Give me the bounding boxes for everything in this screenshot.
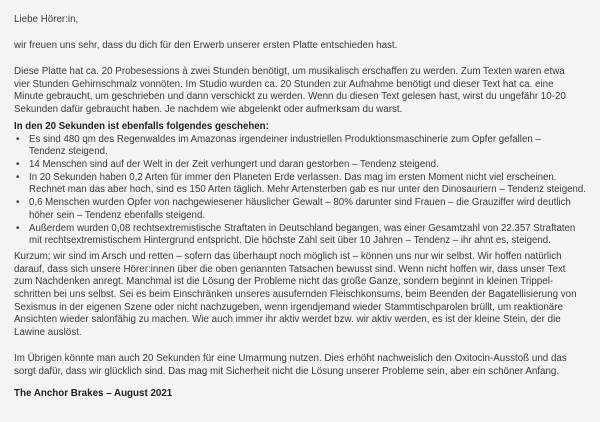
paragraph-2: [14, 251, 577, 340]
paragraph-line: Lawine auslöst.: [14, 327, 82, 339]
list-item: [14, 134, 592, 159]
signature-text: The Anchor Brakes – August 2021: [14, 388, 173, 399]
paragraph-line: darauf, dass sich unsere Hörer:innen über die oben genannten Tatsachen bewusst sind. Wenn nicht hoffen wir, dass unser Text: [14, 263, 566, 275]
list-item-line: höher sein – Tendenz ebenfalls steigend.: [29, 209, 206, 221]
bullet-icon: •: [16, 197, 20, 209]
greeting-text: Liebe Hörer:in,: [14, 14, 79, 25]
paragraph-line: Diese Platte hat ca. 20 Probesessions à zwei Stunden benötigt, um musikalisch erschaffen zu werden. Zum Texten waren etwa: [14, 66, 565, 77]
paragraph-3: [14, 353, 567, 378]
list-item-line: Es sind 480 qm des Regenwaldes im Amazonas irgendeiner industriellen Produktionsmaschinerie zum Opfer gefallen –: [29, 133, 541, 145]
paragraph-line: Ansichten wieder salonfähig zu machen. Wie auch immer ihr aktiv werdet bzw. wir aktiv werden, es ist der kleine Stein, der die: [14, 314, 561, 326]
greeting: [14, 14, 78, 27]
paragraph-line: Minute gebraucht, um geschrieben und dann verschickt zu werden. Wenn du diesen Text gelesen hast, wirst du ungefähr 10-20: [14, 91, 566, 103]
list-item: [14, 223, 592, 248]
paragraph-line: Sekunden dafür gebraucht haben. Je nachdem wie abgelenkt oder aufmerksam du warst.: [14, 104, 403, 116]
intro-text: wir freuen uns sehr, dass du dich für den Erwerb unserer ersten Platte entschieden hast.: [14, 40, 398, 51]
paragraph-line: sorgt dafür, dass wir glücklich sind. Das mag mit Sicherheit nicht die Lösung unserer Probleme sein, aber ein schöner Anfang.: [14, 365, 560, 377]
bullet-icon: •: [16, 159, 20, 171]
list-item-line: mit rechtsextremistischem Hintergrund entspricht. Die höchste Zahl seit über 10 Jahren – Tendenz – ihr ahnt es, steigend.: [29, 235, 551, 247]
bullet-icon: •: [16, 133, 20, 145]
list-item-line: Außerdem wurden 0,08 rechtsextremistische Straftaten in Deutschland begangen, was einer Gesamtzahl von 22.357 Straftaten: [29, 222, 576, 234]
intro: [14, 40, 397, 53]
list-item: [14, 172, 592, 197]
signature: [14, 388, 172, 401]
bullet-icon: •: [16, 171, 20, 183]
paragraph-line: Sexismus in der eigenen Szene oder nicht nachzugeben, wenn irgendjemand wieder Stammtischparolen brüllt, um reaktionäre: [14, 301, 563, 313]
bullet-icon: •: [16, 222, 20, 234]
paragraph-line: Im Übrigen könnte man auch 20 Sekunden für eine Umarmung nutzen. Dies erhöht nachweislich den Oxitocin-Ausstoß und das: [14, 353, 567, 364]
paragraph-line: zum Nachdenken anregt. Manchmal ist die Lösung der Probleme nicht das große Ganze, sondern beginnt in kleinen Trippel-: [14, 276, 554, 288]
list-item-line: Rechnet man das aber hoch, sind es 150 Arten täglich. Mehr Artensterben gab es nur unter den Dinosauriern – Tendenz steigend.: [29, 184, 586, 196]
list-item-line: 0,6 Menschen wurden Opfer von nachgewiesener häuslicher Gewalt – 80% darunter sind Frauen – die Grauziffer wird deutlich: [29, 197, 571, 209]
list-item-line: Tendenz steigend.: [29, 146, 108, 158]
list-item: [14, 159, 592, 172]
list-item-line: In 20 Sekunden haben 0,2 Arten für immer den Planeten Erde verlassen. Das mag im ersten Moment nicht viel erscheinen.: [29, 171, 557, 183]
paragraph-line: vier Stunden Gehirnschmalz vonnöten. Im Studio wurden ca. 20 Stunden zur Aufnahme benötigt und dieser Text hat ca. eine: [14, 78, 554, 90]
paragraph-line: Kurzum; wir sind im Arsch und retten – sofern das überhaupt noch möglich ist – können uns nur wir selbst. Wir hoffen natürlich: [14, 251, 562, 262]
list-heading: In den 20 Sekunden ist ebenfalls folgendes geschehen:: [14, 121, 269, 132]
paragraph-1: [14, 66, 566, 117]
paragraph-line: schritten bei uns selbst. Sei es beim Einschränken unseres ausufernden Fleischkonsums, beim Beenden der Bagatellisierung von: [14, 289, 577, 301]
list-item-line: 14 Menschen sind auf der Welt in der Zeit verhungert und daran gestorben – Tendenz steigend.: [29, 159, 439, 171]
list-item: [14, 197, 592, 222]
bullet-list: [14, 121, 592, 248]
